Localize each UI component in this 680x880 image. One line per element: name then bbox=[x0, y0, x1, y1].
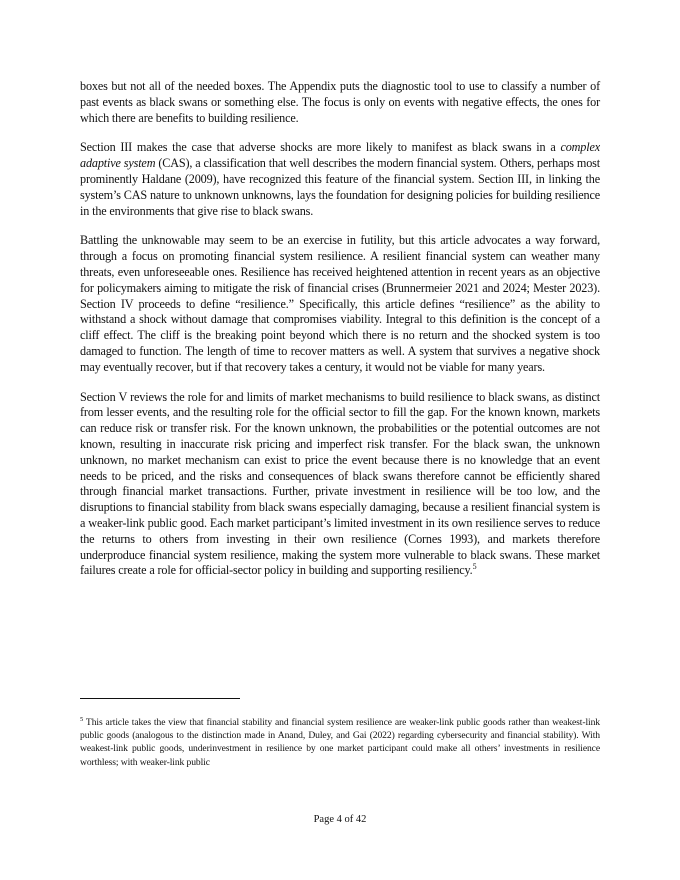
paragraph-2-text-a: Section III makes the case that adverse shocks are more likely to manifest as black swans in a bbox=[80, 140, 561, 155]
paragraph-3-text: Battling the unknowable may seem to be an exercise in futility, but this article advocates a way forward, through a focus on promoting financial system resilience. A resilient financial system can weather many threats, even unforeseeable ones. Resilience has received heightened attention in recent years as an objective for policymakers aiming to mitigate the risk of financial crises (Brunnermeier 2021 and 2024; Mester 2023). Section IV proceeds to define “resilience.” Specifically, this article defines “resilience” as the ability to withstand a shock without damage that compromises viability. Integral to this definition is the concept of a cliff effect. The cliff is the breaking point beyond which there is no return and the shocked system is too damaged to function. The length of time to recover matters as well. A system that survives a negative shock may eventually recover, but if that recovery takes a century, it would not be viable for many years. bbox=[80, 233, 600, 374]
footnote-5 bbox=[80, 716, 600, 769]
body-text bbox=[80, 79, 600, 593]
page-number: Page 4 of 42 bbox=[313, 814, 367, 825]
paragraph-4-text: Section V reviews the role for and limits of market mechanisms to build resilience to black swans, as distinct from lesser events, and the resulting role for the official sector to fill the gap. For the known known, markets can reduce risk or transfer risk. For the known unknown, the probabilities or the potential outcomes are not known, resulting in inaccurate risk pricing and imperfect risk transfer. For the black swan, the unknown unknown, no market mechanism can exist to price the event because there is no knowledge that an event needs to be priced, and the risks and consequences of black swans therefore cannot be efficiently shared through financial market transactions. Further, private investment in resilience will be too low, and the disruptions to financial stability from black swans especially damaging, because a resilient financial system is a weaker-link public good. Each market participant’s limited investment in its own resilience serves to reduce the returns to others from investing in their own resilience (Cornes 1993), and markets therefore underproduce financial system resilience, making the system more vulnerable to black swans. These market failures create a role for official-sector policy in building and supporting resiliency. bbox=[80, 389, 600, 578]
paragraph-2-italic-term: complex adaptive system bbox=[80, 140, 600, 171]
paragraph-2-text-b: (CAS), a classification that well describes the modern financial system. Others, perhaps most prominently Haldane (2009), have recognized this feature of the financial system. Section III, in linking the system’s CAS nature to unknown unknowns, lays the foundation for designing policies for building resilience in the environments that give rise to black swans. bbox=[80, 156, 600, 218]
footnote-text: This article takes the view that financial stability and financial system resilience are weaker-link public goods rather than weakest-link public goods (analogous to the distinction made in Anand, Duley, and Gai (2022) regarding cybersecurity and financial stability). With weakest-link public goods, underinvestment in resilience by one market participant could make all others’ investments in resilience worthless; with weaker-link public bbox=[80, 717, 600, 768]
paragraph-2 bbox=[80, 140, 600, 219]
paragraph-3 bbox=[80, 233, 600, 375]
footnote-divider bbox=[80, 698, 240, 699]
footnote-reference-5[interactable]: 5 bbox=[472, 562, 477, 572]
paragraph-4 bbox=[80, 390, 600, 580]
paragraph-1 bbox=[80, 79, 600, 126]
footnote-marker: 5 bbox=[80, 715, 84, 723]
paragraph-1-text: boxes but not all of the needed boxes. The Appendix puts the diagnostic tool to use to classify a number of past events as black swans or something else. The focus is only on events with negative effects, the ones for which there are benefits to building resilience. bbox=[80, 79, 600, 125]
